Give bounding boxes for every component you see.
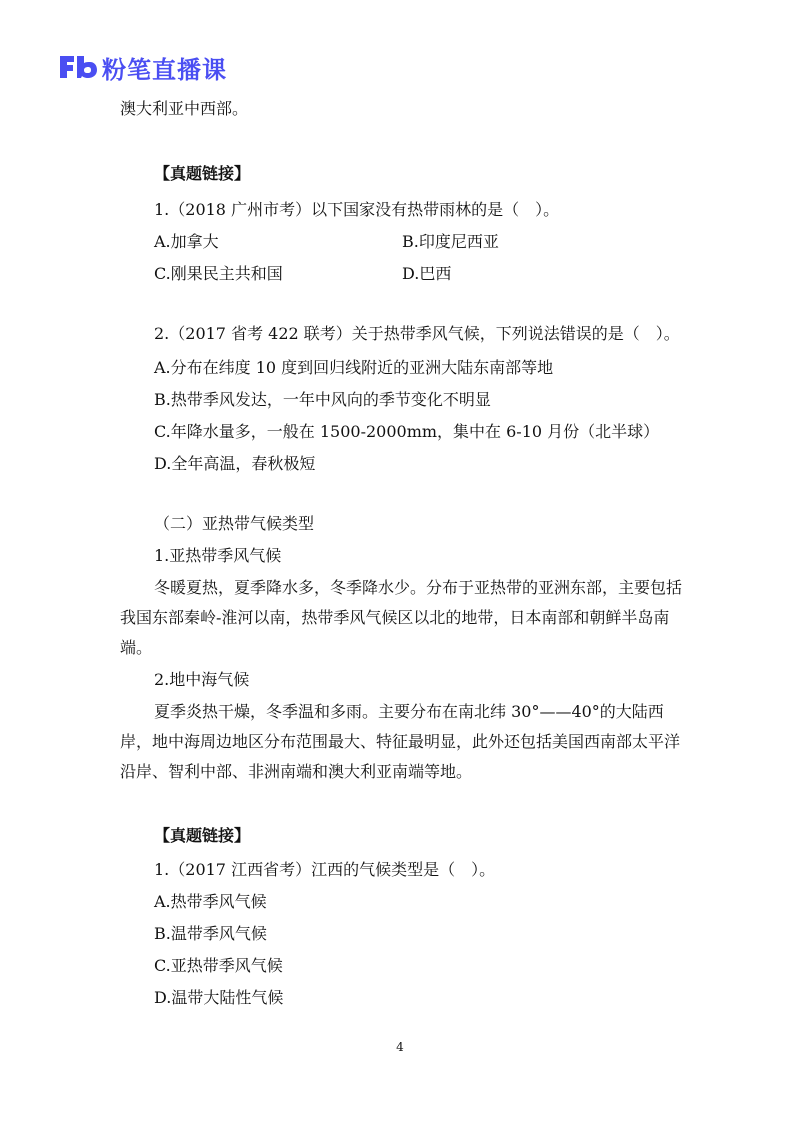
mediterranean-para-line3: 沿岸、智利中部、非洲南端和澳大利亚南端等地。	[120, 762, 473, 781]
q1-option-a: A.加拿大	[154, 232, 219, 251]
q2-option-d: D.全年高温，春秋极短	[154, 454, 316, 473]
brand-logo	[58, 52, 227, 82]
link2-q1-option-b: B.温带季风气候	[154, 924, 267, 943]
fenbi-logo-icon	[58, 53, 98, 81]
monsoon-para-line3: 端。	[120, 638, 153, 657]
q2-option-b: B.热带季风发达，一年中风向的季节变化不明显	[154, 390, 491, 409]
mediterranean-para-line2: 岸，地中海周边地区分布范围最大、特征最明显，此外还包括美国西南部太平洋	[120, 732, 681, 751]
q2-stem: 2.（2017 省考 422 联考）关于热带季风气候，下列说法错误的是（ ）。	[154, 324, 680, 343]
q1-option-d: D.巴西	[402, 264, 452, 283]
link2-q1-option-c: C.亚热带季风气候	[154, 956, 283, 975]
monsoon-para-line2: 我国东部秦岭-淮河以南，热带季风气候区以北的地带，日本南部和朝鲜半岛南	[120, 608, 670, 627]
subsection-mediterranean-title: 2.地中海气候	[154, 670, 250, 689]
q1-options-row2	[154, 263, 774, 285]
link2-q1-option-a: A.热带季风气候	[154, 892, 267, 911]
monsoon-para-line1: 冬暖夏热，夏季降水多，冬季降水少。分布于亚热带的亚洲东部，主要包括	[154, 578, 683, 597]
q2-option-c: C.年降水量多，一般在 1500-2000mm，集中在 6-10 月份（北半球）	[154, 422, 660, 441]
intro-tail-text: 澳大利亚中西部。	[120, 99, 249, 118]
q1-stem: 1.（2018 广州市考）以下国家没有热带雨林的是（ ）。	[154, 200, 560, 219]
q1-options-row1	[154, 231, 774, 253]
mediterranean-para-line1: 夏季炎热干燥，冬季温和多雨。主要分布在南北纬 30°——40°的大陆西	[154, 702, 664, 721]
link2-header: 【真题链接】	[154, 826, 251, 845]
page-number: 4	[396, 1040, 404, 1054]
link2-q1-stem: 1.（2017 江西省考）江西的气候类型是（ ）。	[154, 860, 496, 879]
link1-header: 【真题链接】	[154, 164, 251, 183]
logo-text: 粉笔直播课	[102, 55, 227, 84]
subsection-monsoon-title: 1.亚热带季风气候	[154, 546, 282, 565]
q2-option-a: A.分布在纬度 10 度到回归线附近的亚洲大陆东南部等地	[154, 358, 554, 377]
section2-title: （二）亚热带气候类型	[154, 514, 315, 533]
link2-q1-option-d: D.温带大陆性气候	[154, 988, 284, 1007]
q1-option-b: B.印度尼西亚	[402, 232, 499, 251]
q1-option-c: C.刚果民主共和国	[154, 264, 283, 283]
